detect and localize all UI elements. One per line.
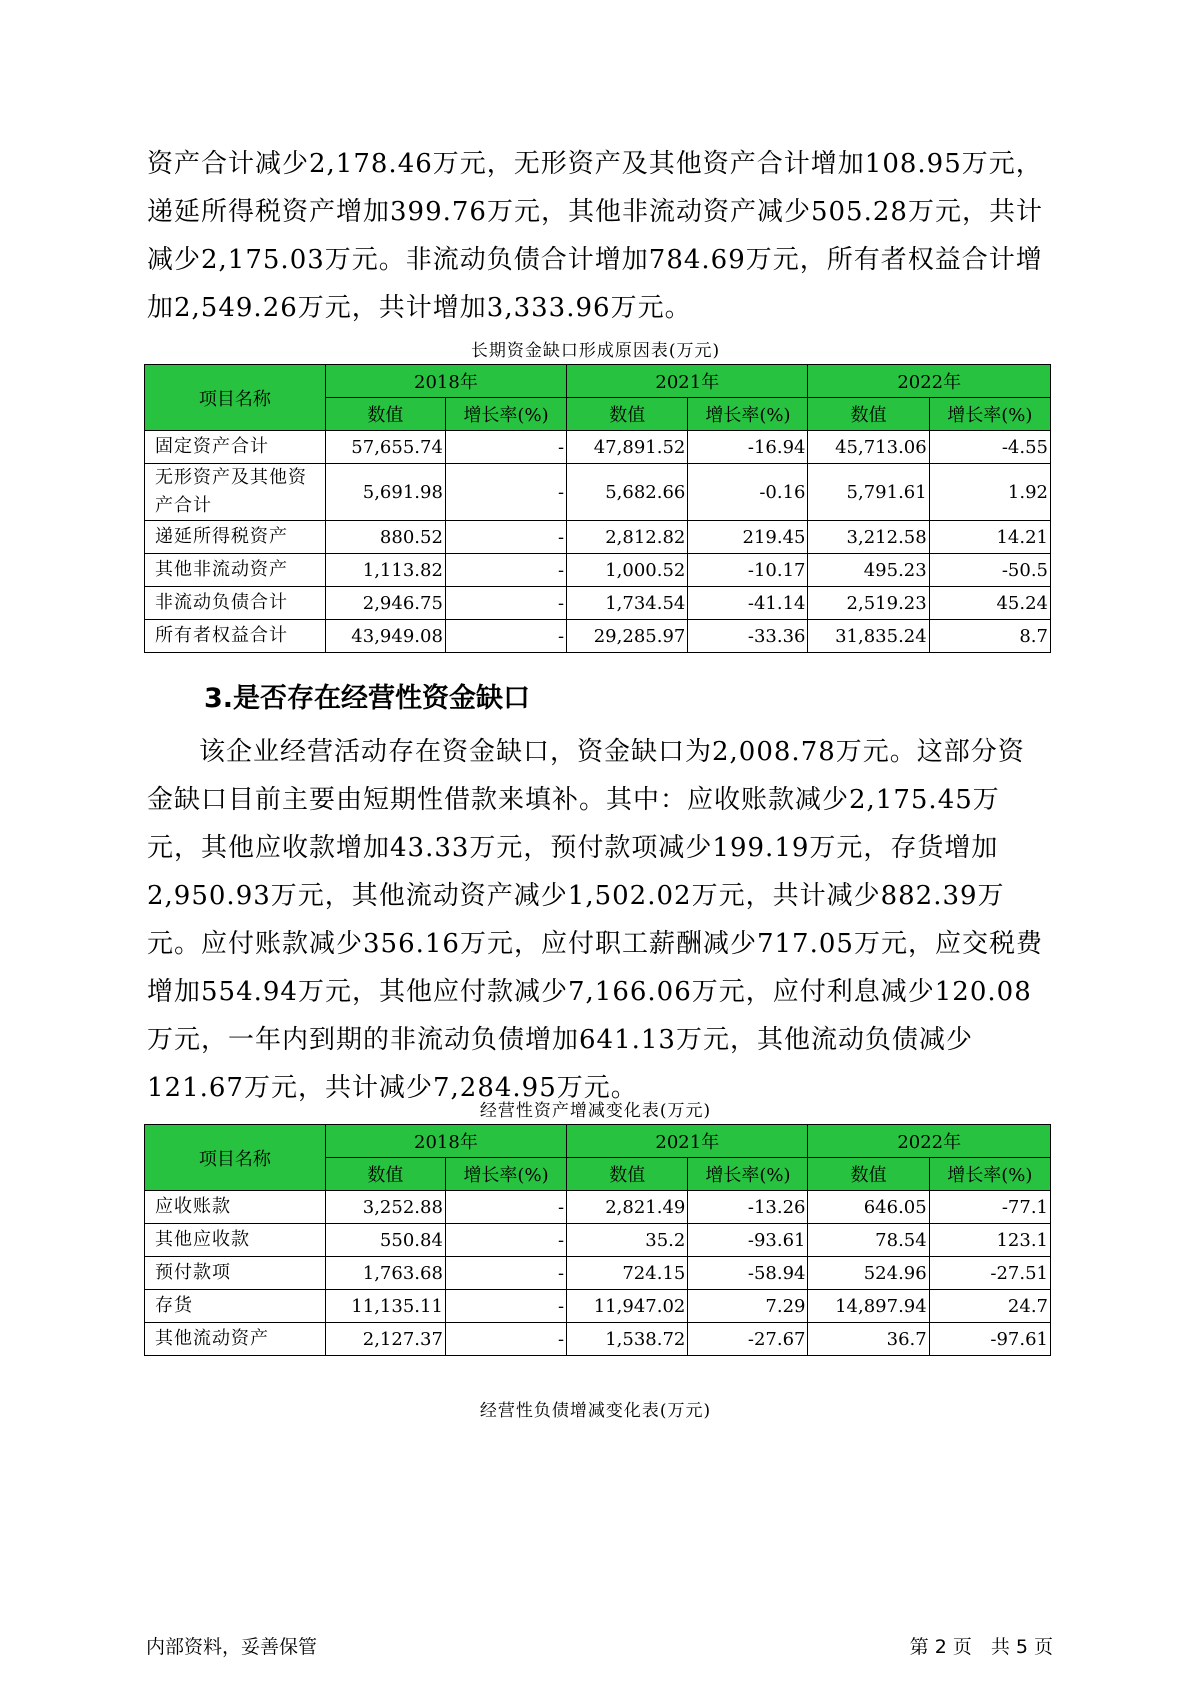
rate-cell: - bbox=[445, 431, 566, 464]
value-cell: 2,127.37 bbox=[325, 1323, 445, 1356]
table-row bbox=[145, 521, 1051, 554]
row-label: 递延所得税资产 bbox=[145, 521, 326, 554]
rate-cell: -27.51 bbox=[929, 1257, 1050, 1290]
value-cell: 3,252.88 bbox=[325, 1191, 445, 1224]
rate-cell: -50.5 bbox=[929, 554, 1050, 587]
table-row bbox=[145, 1224, 1051, 1257]
rate-cell: -4.55 bbox=[929, 431, 1050, 464]
row-label: 预付款项 bbox=[145, 1257, 326, 1290]
value-cell: 1,538.72 bbox=[567, 1323, 688, 1356]
rate-cell: - bbox=[445, 521, 566, 554]
rate-cell: 14.21 bbox=[929, 521, 1050, 554]
header-year: 2021年 bbox=[567, 1125, 808, 1158]
value-cell: 1,734.54 bbox=[567, 587, 688, 620]
header-value: 数值 bbox=[325, 398, 445, 431]
row-label: 非流动负债合计 bbox=[145, 587, 326, 620]
value-cell: 14,897.94 bbox=[808, 1290, 929, 1323]
value-cell: 2,812.82 bbox=[567, 521, 688, 554]
header-value: 数值 bbox=[325, 1158, 445, 1191]
rate-cell: -97.61 bbox=[929, 1323, 1050, 1356]
rate-cell: 7.29 bbox=[688, 1290, 808, 1323]
value-cell: 11,135.11 bbox=[325, 1290, 445, 1323]
footer-confidential: 内部资料，妥善保管 bbox=[146, 1636, 318, 1658]
table-row bbox=[145, 431, 1051, 464]
paragraph-text: 资产合计减少2,178.46万元，无形资产及其他资产合计增加108.95万元，递延所得税资产增加399.76万元，其他非流动资产减少505.28万元，共计减少2,175.03万元。非流动负债合计增加784.69万元，所有者权益合计增加2,549.26万元，共计增加3,333.96万元。 bbox=[147, 149, 1043, 323]
rate-cell: - bbox=[445, 1323, 566, 1356]
rate-cell: -33.36 bbox=[688, 620, 808, 653]
value-cell: 2,519.23 bbox=[808, 587, 929, 620]
header-item-name: 项目名称 bbox=[145, 1125, 326, 1191]
footer-page-number: 第 2 页 共 5 页 bbox=[909, 1636, 1053, 1658]
value-cell: 78.54 bbox=[808, 1224, 929, 1257]
table3-caption: 经营性负债增减变化表(万元) bbox=[479, 1401, 712, 1421]
header-rate: 增长率(%) bbox=[929, 1158, 1050, 1191]
header-value: 数值 bbox=[808, 1158, 929, 1191]
row-label: 所有者权益合计 bbox=[145, 620, 326, 653]
table-row bbox=[145, 554, 1051, 587]
value-cell: 29,285.97 bbox=[567, 620, 688, 653]
row-label: 其他应收款 bbox=[145, 1224, 326, 1257]
row-label: 无形资产及其他资产合计 bbox=[145, 464, 326, 521]
table-row bbox=[145, 587, 1051, 620]
row-label: 其他流动资产 bbox=[145, 1323, 326, 1356]
value-cell: 11,947.02 bbox=[567, 1290, 688, 1323]
rate-cell: 123.1 bbox=[929, 1224, 1050, 1257]
rate-cell: - bbox=[445, 554, 566, 587]
value-cell: 550.84 bbox=[325, 1224, 445, 1257]
rate-cell: -58.94 bbox=[688, 1257, 808, 1290]
row-label: 应收账款 bbox=[145, 1191, 326, 1224]
operating-assets-table bbox=[144, 1124, 1051, 1356]
rate-cell: -27.67 bbox=[688, 1323, 808, 1356]
value-cell: 2,946.75 bbox=[325, 587, 445, 620]
rate-cell: -13.26 bbox=[688, 1191, 808, 1224]
paragraph-text: 该企业经营活动存在资金缺口，资金缺口为2,008.78万元。这部分资金缺口目前主要由短期性借款来填补。其中：应收账款减少2,175.45万元，其他应收款增加43.33万元，预付款项减少199.19万元，存货增加2,950.93万元，其他流动资产减少1,502.02万元，共计减少882.39万元。应付账款减少356.16万元，应付职工薪酬减少717.05万元，应交税费增加554.94万元，其他应付款减少7,166.06万元，应付利息减少120.08万元，一年内到期的非流动负债增加641.13万元，其他流动负债减少121.67万元，共计减少7,284.95万元。 bbox=[147, 737, 1043, 1103]
rate-cell: -10.17 bbox=[688, 554, 808, 587]
header-rate: 增长率(%) bbox=[929, 398, 1050, 431]
value-cell: 5,691.98 bbox=[325, 464, 445, 521]
value-cell: 47,891.52 bbox=[567, 431, 688, 464]
rate-cell: - bbox=[445, 464, 566, 521]
rate-cell: -93.61 bbox=[688, 1224, 808, 1257]
header-year: 2022年 bbox=[808, 1125, 1051, 1158]
value-cell: 5,791.61 bbox=[808, 464, 929, 521]
value-cell: 646.05 bbox=[808, 1191, 929, 1224]
value-cell: 2,821.49 bbox=[567, 1191, 688, 1224]
value-cell: 5,682.66 bbox=[567, 464, 688, 521]
rate-cell: -77.1 bbox=[929, 1191, 1050, 1224]
rate-cell: 8.7 bbox=[929, 620, 1050, 653]
rate-cell: 1.92 bbox=[929, 464, 1050, 521]
header-rate: 增长率(%) bbox=[445, 398, 566, 431]
value-cell: 45,713.06 bbox=[808, 431, 929, 464]
value-cell: 724.15 bbox=[567, 1257, 688, 1290]
table1-caption: 长期资金缺口形成原因表(万元) bbox=[470, 341, 721, 361]
rate-cell: 45.24 bbox=[929, 587, 1050, 620]
header-year: 2022年 bbox=[808, 365, 1051, 398]
header-rate: 增长率(%) bbox=[688, 398, 808, 431]
table-row bbox=[145, 1290, 1051, 1323]
rate-cell: - bbox=[445, 587, 566, 620]
header-year: 2021年 bbox=[567, 365, 808, 398]
paragraph-operating-gap bbox=[147, 728, 1047, 1112]
table-row bbox=[145, 1257, 1051, 1290]
rate-cell: 219.45 bbox=[688, 521, 808, 554]
value-cell: 3,212.58 bbox=[808, 521, 929, 554]
header-year: 2018年 bbox=[325, 1125, 566, 1158]
value-cell: 495.23 bbox=[808, 554, 929, 587]
rate-cell: - bbox=[445, 1191, 566, 1224]
row-label: 其他非流动资产 bbox=[145, 554, 326, 587]
header-value: 数值 bbox=[567, 1158, 688, 1191]
value-cell: 524.96 bbox=[808, 1257, 929, 1290]
rate-cell: -16.94 bbox=[688, 431, 808, 464]
header-year: 2018年 bbox=[325, 365, 566, 398]
table-row bbox=[145, 464, 1051, 521]
table2-caption: 经营性资产增减变化表(万元) bbox=[479, 1101, 712, 1121]
row-label: 存货 bbox=[145, 1290, 326, 1323]
value-cell: 1,113.82 bbox=[325, 554, 445, 587]
table-row bbox=[145, 620, 1051, 653]
value-cell: 880.52 bbox=[325, 521, 445, 554]
value-cell: 43,949.08 bbox=[325, 620, 445, 653]
value-cell: 57,655.74 bbox=[325, 431, 445, 464]
header-rate: 增长率(%) bbox=[445, 1158, 566, 1191]
header-item-name: 项目名称 bbox=[145, 365, 326, 431]
header-value: 数值 bbox=[567, 398, 688, 431]
rate-cell: - bbox=[445, 1257, 566, 1290]
value-cell: 31,835.24 bbox=[808, 620, 929, 653]
rate-cell: -41.14 bbox=[688, 587, 808, 620]
header-value: 数值 bbox=[808, 398, 929, 431]
header-rate: 增长率(%) bbox=[688, 1158, 808, 1191]
long-term-funding-gap-table bbox=[144, 364, 1051, 653]
value-cell: 36.7 bbox=[808, 1323, 929, 1356]
table-row bbox=[145, 1191, 1051, 1224]
rate-cell: - bbox=[445, 1224, 566, 1257]
row-label: 固定资产合计 bbox=[145, 431, 326, 464]
value-cell: 1,763.68 bbox=[325, 1257, 445, 1290]
value-cell: 1,000.52 bbox=[567, 554, 688, 587]
table-row bbox=[145, 1323, 1051, 1356]
rate-cell: 24.7 bbox=[929, 1290, 1050, 1323]
rate-cell: - bbox=[445, 620, 566, 653]
rate-cell: - bbox=[445, 1290, 566, 1323]
paragraph-continuation bbox=[147, 140, 1047, 332]
section-heading: 3.是否存在经营性资金缺口 bbox=[204, 683, 531, 714]
value-cell: 35.2 bbox=[567, 1224, 688, 1257]
rate-cell: -0.16 bbox=[688, 464, 808, 521]
